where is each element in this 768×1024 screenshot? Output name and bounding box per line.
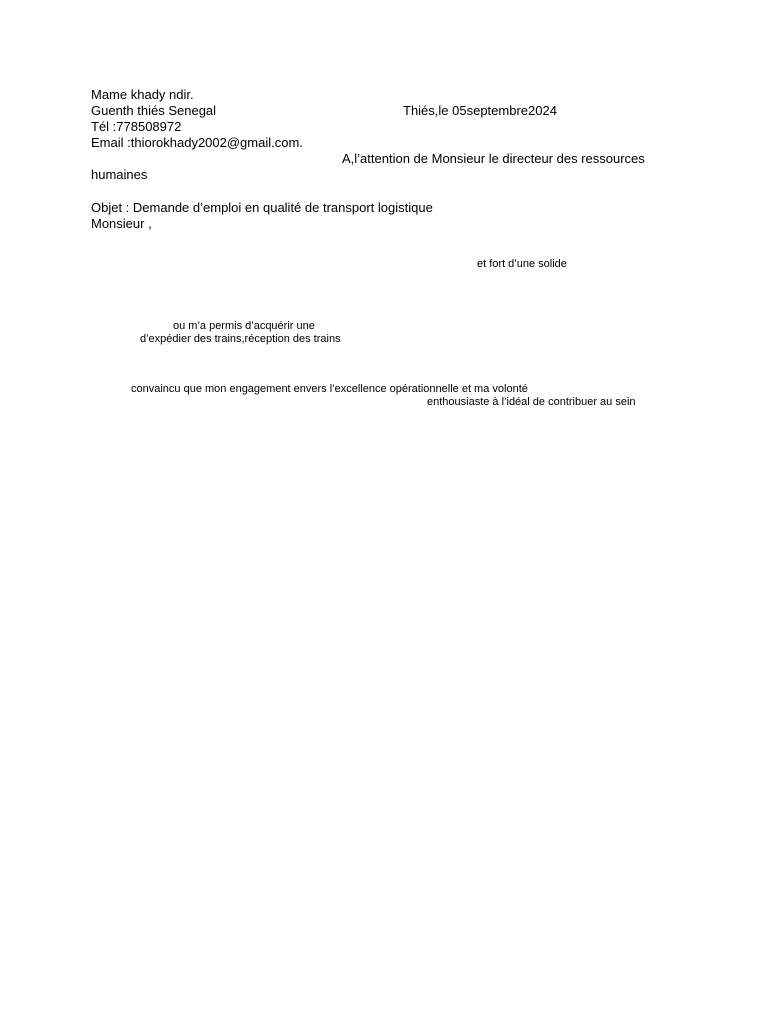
letter-salutation: Monsieur , [91, 216, 152, 231]
recipient-line-2: humaines [91, 167, 148, 182]
sender-phone: Tél :778508972 [91, 119, 182, 134]
sender-email: Email :thiorokhady2002@gmail.com. [91, 135, 303, 150]
body-fragment-4: convaincu que mon engagement envers l’excellence opérationnelle et ma volonté [131, 383, 528, 395]
recipient-line-1: A,l’attention de Monsieur le directeur des ressources [342, 151, 645, 166]
letter-date: Thiés,le 05septembre2024 [403, 103, 557, 118]
sender-name: Mame khady ndir. [91, 87, 194, 102]
body-fragment-1: et fort d’une solide [477, 258, 567, 270]
body-fragment-3: d’expédier des trains,réception des trains [140, 333, 341, 345]
body-fragment-2: ou m’a permis d’acquérir une [173, 320, 315, 332]
letter-subject: Objet : Demande d’emploi en qualité de transport logistique [91, 200, 433, 215]
sender-address: Guenth thiés Senegal [91, 103, 217, 118]
body-fragment-5: enthousiaste à l’idéal de contribuer au sein [427, 396, 636, 408]
